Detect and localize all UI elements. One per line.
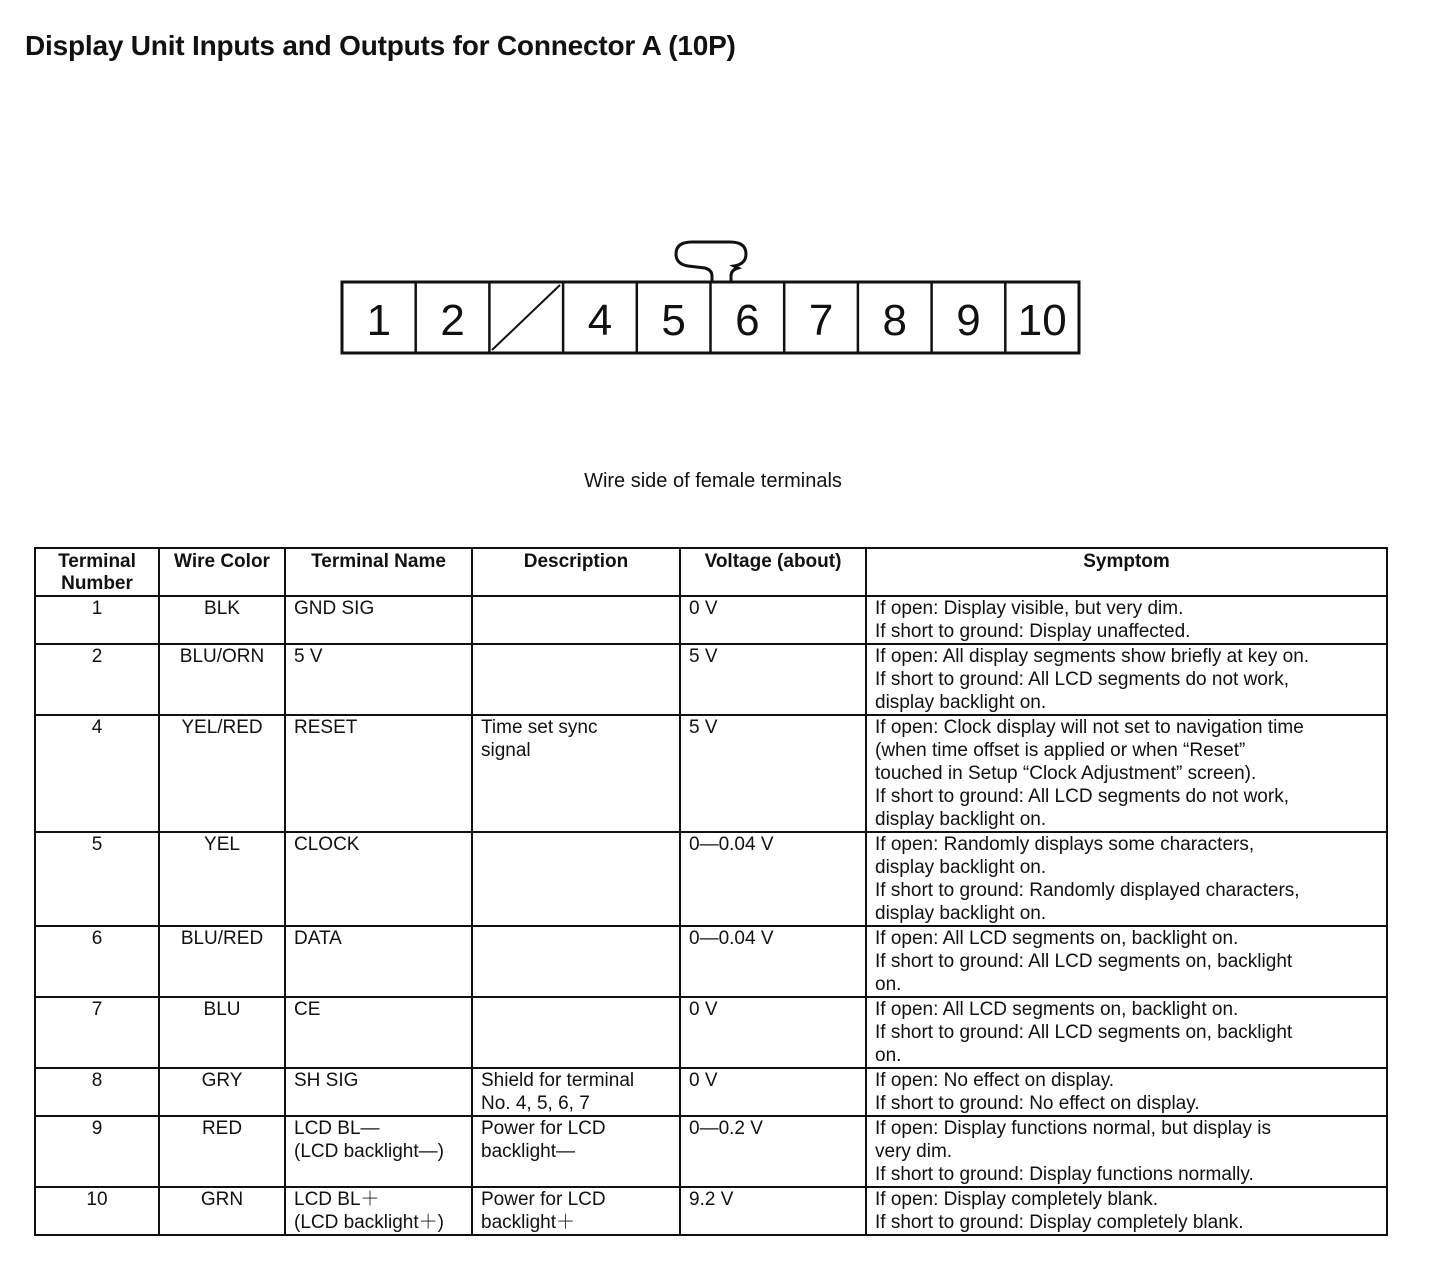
- description-cell: [472, 644, 680, 715]
- cavity-label-8: 8: [882, 296, 908, 345]
- terminal-name-cell: [285, 1116, 472, 1187]
- symptom-cell: [866, 644, 1387, 715]
- symptom-cell-line: touched in Setup “Clock Adjustment” screen).: [875, 763, 1257, 784]
- terminal-name-cell-line: RESET: [294, 717, 358, 738]
- wire-color-cell: YEL: [159, 832, 285, 926]
- voltage-cell: 0 V: [680, 1068, 866, 1116]
- symptom-cell: [866, 1068, 1387, 1116]
- cavity-label-1: 1: [366, 296, 392, 345]
- cavity-label-4: 4: [587, 296, 613, 345]
- cavity-label-10: 10: [1017, 296, 1067, 345]
- table-row: [35, 1187, 1387, 1235]
- terminal-name-cell: [285, 926, 472, 997]
- unused-cavity-slash: [492, 285, 560, 350]
- page-title: Display Unit Inputs and Outputs for Connector A (10P): [25, 30, 736, 61]
- symptom-cell-line: If open: Randomly displays some characters,: [875, 834, 1255, 855]
- symptom-cell-line: If short to ground: All LCD segments do not work,: [875, 669, 1289, 690]
- description-cell: [472, 1068, 680, 1116]
- description-cell-line: backlight＋: [481, 1212, 575, 1233]
- terminal-name-cell-line: LCD BL—: [294, 1118, 380, 1139]
- description-cell: [472, 926, 680, 997]
- terminal-number-cell: 2: [35, 644, 159, 715]
- header-voltage: Voltage (about): [680, 548, 866, 596]
- symptom-cell-line: If short to ground: All LCD segments on, backlight: [875, 951, 1293, 972]
- description-cell: [472, 1116, 680, 1187]
- terminal-name-cell: [285, 832, 472, 926]
- header-terminal-name: Terminal Name: [285, 548, 472, 596]
- description-cell: [472, 997, 680, 1068]
- connector-lock-tab: [676, 242, 746, 282]
- symptom-cell-line: If open: All display segments show briefly at key on.: [875, 646, 1310, 667]
- symptom-cell-line: display backlight on.: [875, 857, 1047, 878]
- voltage-cell: 0—0.04 V: [680, 926, 866, 997]
- cavity-dividers: [416, 282, 1006, 353]
- cavity-label-6: 6: [735, 296, 760, 345]
- symptom-cell-line: If short to ground: All LCD segments on, backlight: [875, 1022, 1293, 1043]
- symptom-cell-line: If open: All LCD segments on, backlight on.: [875, 928, 1239, 949]
- table-header-row: [35, 548, 1387, 596]
- description-cell: [472, 596, 680, 644]
- header-symptom: Symptom: [866, 548, 1387, 596]
- terminal-name-cell-line: SH SIG: [294, 1070, 359, 1091]
- terminal-name-cell-line: GND SIG: [294, 598, 375, 619]
- terminal-name-cell: [285, 997, 472, 1068]
- pinout-table: [34, 547, 1388, 1236]
- description-cell-line: Power for LCD: [481, 1118, 606, 1139]
- symptom-cell: [866, 926, 1387, 997]
- header-description: Description: [472, 548, 680, 596]
- symptom-cell-line: If short to ground: Display completely blank.: [875, 1212, 1244, 1233]
- wire-color-cell: BLK: [159, 596, 285, 644]
- symptom-cell-line: If short to ground: All LCD segments do not work,: [875, 786, 1289, 807]
- table-row: [35, 644, 1387, 715]
- symptom-cell-line: (when time offset is applied or when “Reset”: [875, 740, 1246, 761]
- symptom-cell-line: display backlight on.: [875, 809, 1047, 830]
- description-cell: [472, 715, 680, 832]
- voltage-cell: 5 V: [680, 715, 866, 832]
- wire-color-cell: GRN: [159, 1187, 285, 1235]
- description-cell-line: Shield for terminal: [481, 1070, 635, 1091]
- terminal-number-cell: 8: [35, 1068, 159, 1116]
- wire-color-cell: RED: [159, 1116, 285, 1187]
- terminal-name-cell-line: CLOCK: [294, 834, 360, 855]
- terminal-name-cell: [285, 715, 472, 832]
- table-row: [35, 997, 1387, 1068]
- terminal-number-cell: 7: [35, 997, 159, 1068]
- table-row: [35, 1068, 1387, 1116]
- terminal-number-cell: 4: [35, 715, 159, 832]
- symptom-cell-line: If short to ground: Display functions normally.: [875, 1164, 1254, 1185]
- terminal-name-cell: [285, 644, 472, 715]
- cavity-label-7: 7: [808, 296, 834, 345]
- symptom-cell: [866, 997, 1387, 1068]
- voltage-cell: 0—0.04 V: [680, 832, 866, 926]
- symptom-cell-line: very dim.: [875, 1141, 953, 1162]
- wire-color-cell: YEL/RED: [159, 715, 285, 832]
- symptom-cell-line: display backlight on.: [875, 692, 1047, 713]
- terminal-name-cell-line: DATA: [294, 928, 342, 949]
- symptom-cell-line: If short to ground: No effect on display.: [875, 1093, 1200, 1114]
- wire-color-cell: GRY: [159, 1068, 285, 1116]
- table-row: [35, 926, 1387, 997]
- voltage-cell: 0 V: [680, 596, 866, 644]
- terminal-name-cell-line: LCD BL＋: [294, 1189, 380, 1210]
- terminal-name-cell: [285, 1068, 472, 1116]
- wire-color-cell: BLU: [159, 997, 285, 1068]
- symptom-cell-line: If open: Display functions normal, but display is: [875, 1118, 1272, 1139]
- wire-color-cell: BLU/ORN: [159, 644, 285, 715]
- terminal-number-cell: 6: [35, 926, 159, 997]
- symptom-cell-line: If short to ground: Randomly displayed characters,: [875, 880, 1300, 901]
- symptom-cell: [866, 715, 1387, 832]
- description-cell-line: Time set sync: [481, 717, 598, 738]
- terminal-name-cell: [285, 596, 472, 644]
- terminal-number-cell: 5: [35, 832, 159, 926]
- symptom-cell-line: display backlight on.: [875, 903, 1047, 924]
- terminal-name-cell-line: 5 V: [294, 646, 323, 667]
- terminal-name-cell-line: CE: [294, 999, 321, 1020]
- symptom-cell-line: If open: No effect on display.: [875, 1070, 1115, 1091]
- symptom-cell: [866, 832, 1387, 926]
- terminal-name-cell-line: (LCD backlight—): [294, 1141, 444, 1162]
- description-cell-line: backlight—: [481, 1141, 575, 1162]
- symptom-cell-line: on.: [875, 1045, 902, 1066]
- terminal-number-cell: 1: [35, 596, 159, 644]
- terminal-number-cell: 9: [35, 1116, 159, 1187]
- description-cell: [472, 1187, 680, 1235]
- table-row: [35, 1116, 1387, 1187]
- symptom-cell-line: If open: Display visible, but very dim.: [875, 598, 1184, 619]
- symptom-cell-line: If short to ground: Display unaffected.: [875, 621, 1191, 642]
- cavity-label-2: 2: [440, 296, 465, 345]
- terminal-name-cell: [285, 1187, 472, 1235]
- voltage-cell: 5 V: [680, 644, 866, 715]
- symptom-cell-line: If open: All LCD segments on, backlight on.: [875, 999, 1239, 1020]
- voltage-cell: 0—0.2 V: [680, 1116, 866, 1187]
- symptom-cell-line: on.: [875, 974, 902, 995]
- symptom-cell: [866, 596, 1387, 644]
- voltage-cell: 0 V: [680, 997, 866, 1068]
- connector-diagram: [0, 0, 1440, 420]
- symptom-cell-line: If open: Clock display will not set to navigation time: [875, 717, 1304, 738]
- voltage-cell: 9.2 V: [680, 1187, 866, 1235]
- header-terminal-number: Terminal Number: [35, 548, 159, 596]
- connector-caption: Wire side of female terminals: [584, 470, 842, 492]
- description-cell-line: signal: [481, 740, 531, 761]
- cavity-label-5: 5: [661, 296, 686, 345]
- description-cell-line: No. 4, 5, 6, 7: [481, 1093, 590, 1114]
- description-cell: [472, 832, 680, 926]
- terminal-number-cell: 10: [35, 1187, 159, 1235]
- header-wire-color: Wire Color: [159, 548, 285, 596]
- description-cell-line: Power for LCD: [481, 1189, 606, 1210]
- table-row: [35, 832, 1387, 926]
- symptom-cell: [866, 1187, 1387, 1235]
- cavity-label-9: 9: [956, 296, 981, 345]
- symptom-cell: [866, 1116, 1387, 1187]
- symptom-cell-line: If open: Display completely blank.: [875, 1189, 1159, 1210]
- table-row: [35, 596, 1387, 644]
- wire-color-cell: BLU/RED: [159, 926, 285, 997]
- terminal-name-cell-line: (LCD backlight＋): [294, 1212, 444, 1233]
- table-row: [35, 715, 1387, 832]
